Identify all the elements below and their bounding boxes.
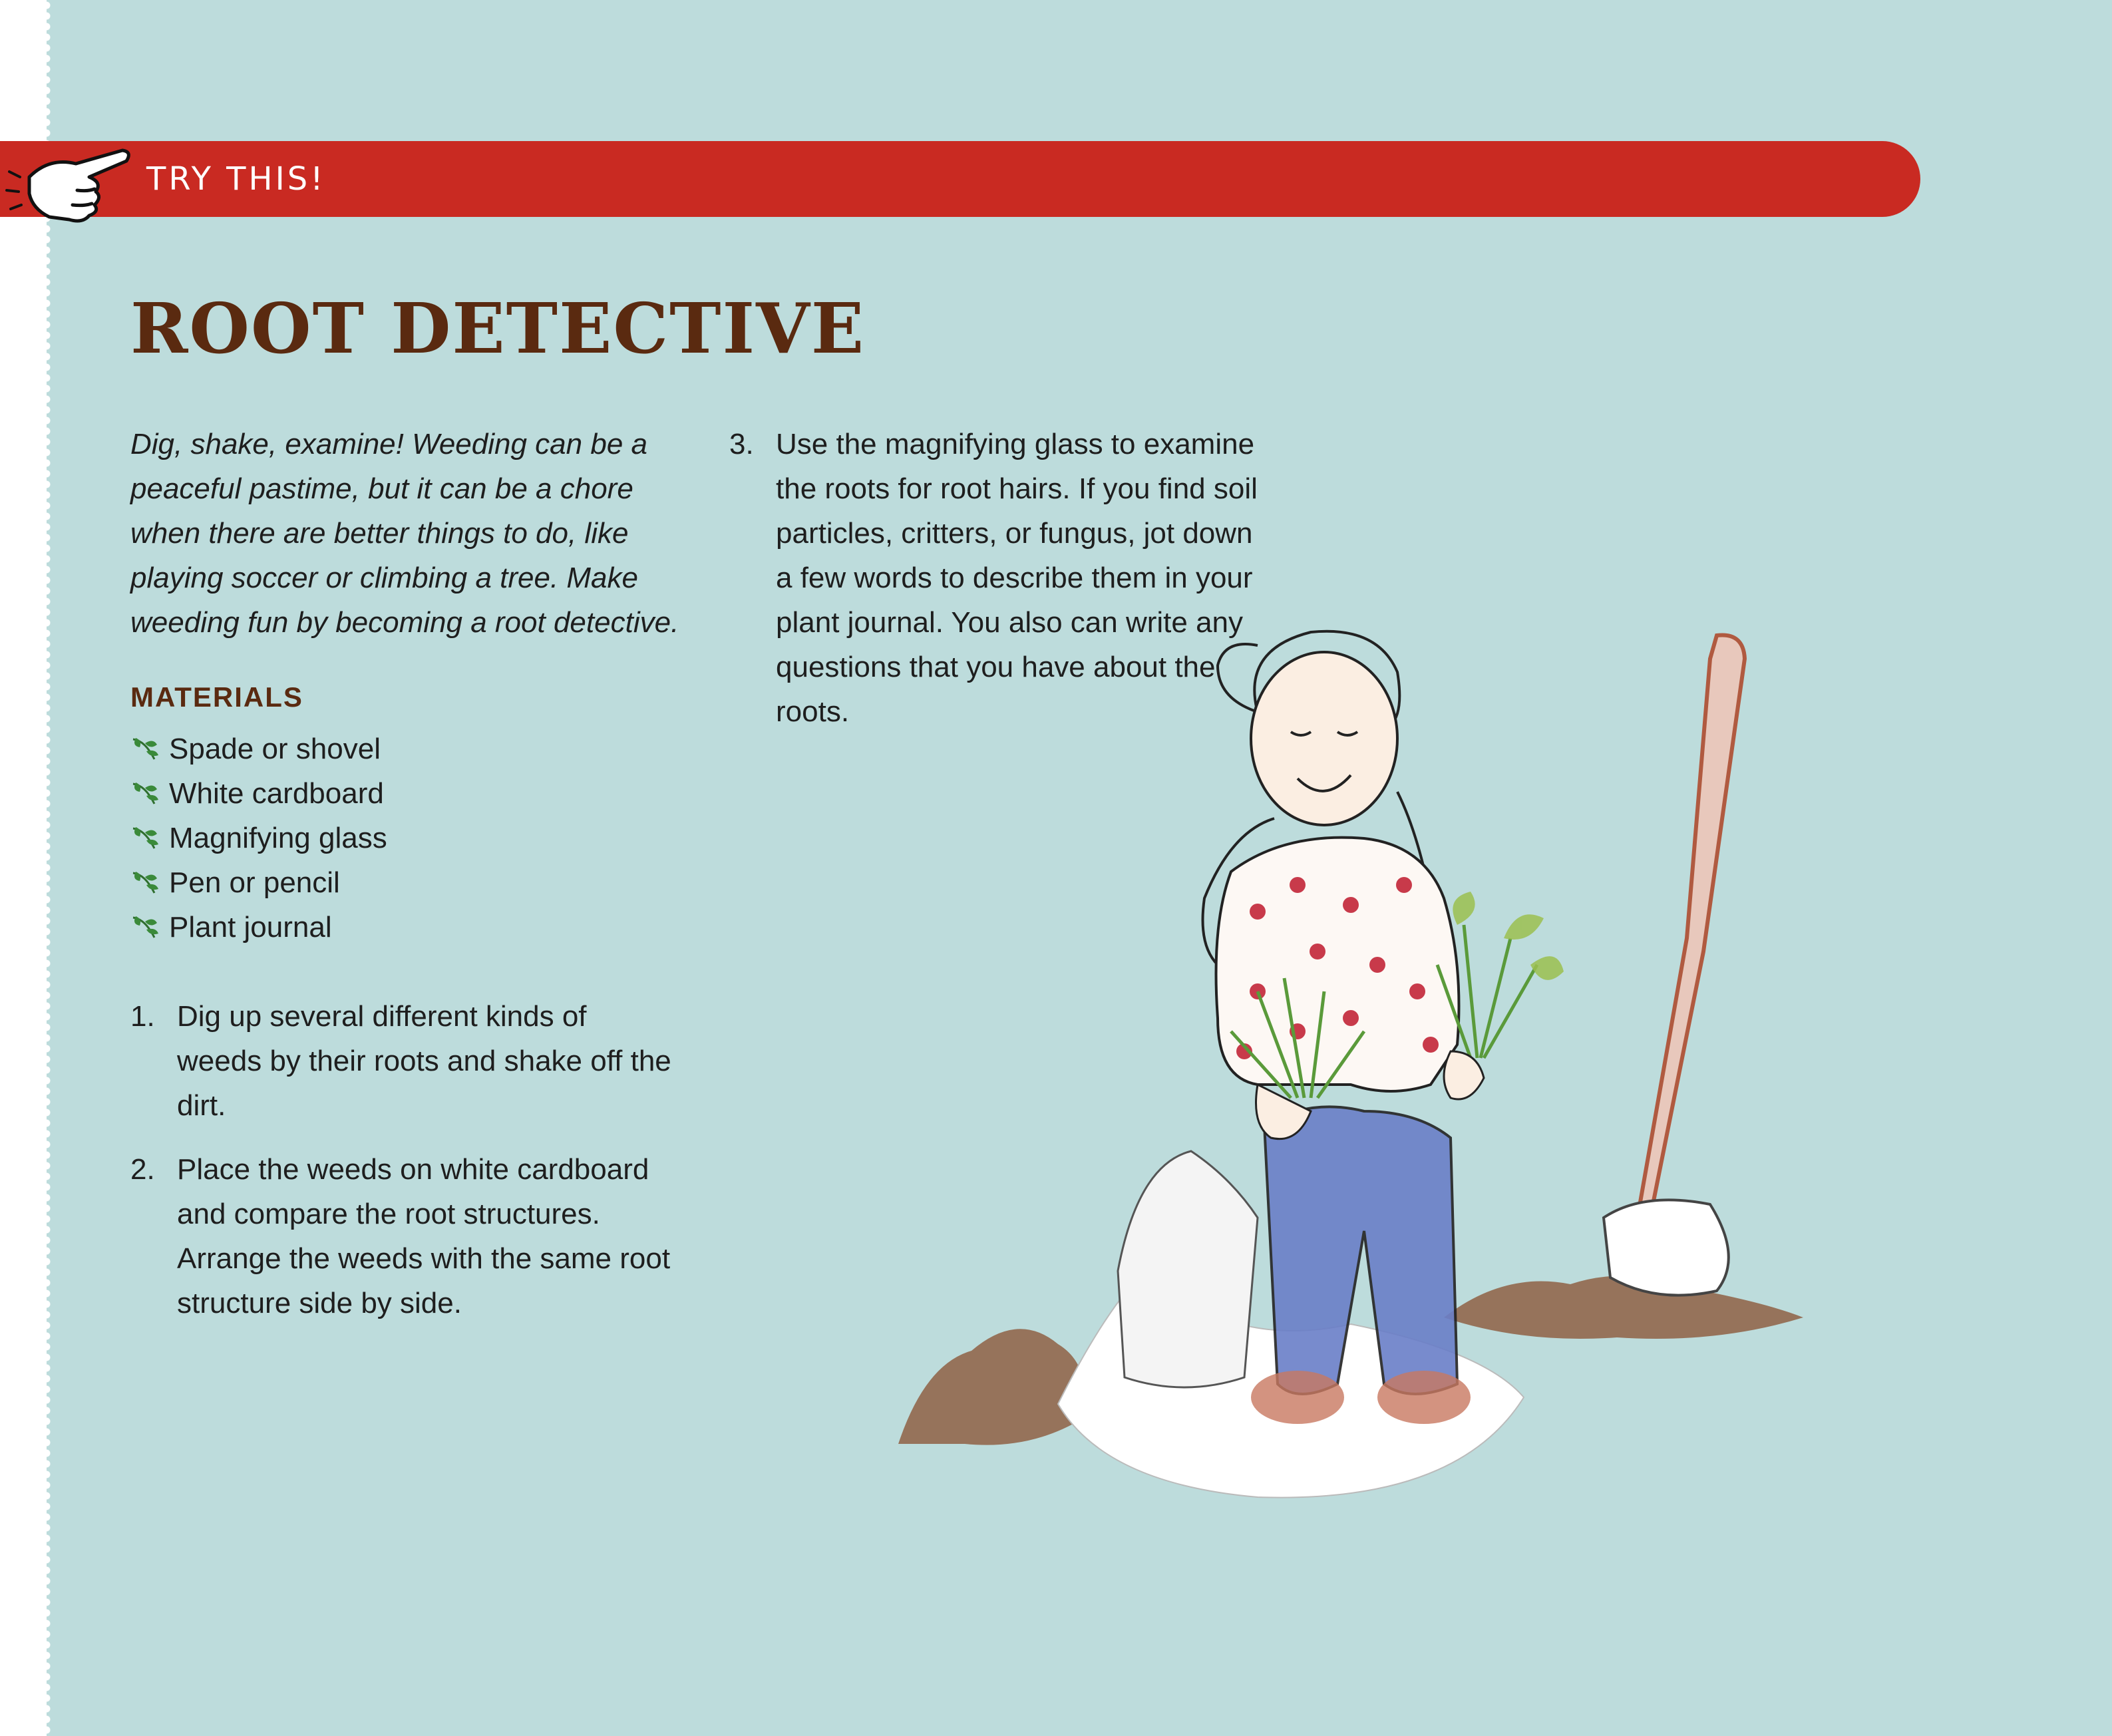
list-item — [130, 771, 387, 816]
materials-list — [130, 727, 387, 950]
list-item — [130, 905, 387, 950]
material-label: Magnifying glass — [169, 822, 387, 854]
intro-paragraph: Dig, shake, examine! Weeding can be a peaceful pastime, but it can be a chore when there are better things to do, like playing soccer or climbing a tree. Make weeding fun by becoming a root detective. — [130, 428, 679, 639]
step-text: Use the magnifying glass to examine the roots for root hairs. If you find soil particles, critters, or fungus, jot down a few words to describe them in your plant journal. You also can write any questions that you have about the roots. — [776, 428, 1258, 728]
page-title: ROOT DETECTIVE — [130, 287, 866, 369]
material-label: White cardboard — [169, 777, 384, 810]
shovel — [1604, 635, 1745, 1295]
step-number: 1. — [130, 1000, 155, 1033]
step-1 — [130, 994, 676, 1128]
list-item — [130, 860, 387, 905]
list-item — [130, 816, 387, 860]
materials-heading: MATERIALS — [130, 681, 303, 713]
step-text: Place the weeds on white cardboard and compare the root structures. Arrange the weeds with the same root structure side by side. — [177, 1153, 671, 1319]
step-number: 3. — [729, 428, 754, 460]
leaf-sprig-icon — [130, 780, 161, 808]
step-2 — [130, 1147, 676, 1325]
leaf-sprig-icon — [130, 824, 161, 852]
step-number: 2. — [130, 1153, 155, 1186]
list-item — [130, 727, 387, 771]
page-edge-scallop — [41, 0, 52, 1736]
material-label: Spade or shovel — [169, 733, 381, 765]
leaf-sprig-icon — [130, 869, 161, 897]
material-label: Plant journal — [169, 911, 332, 944]
pointing-hand-icon — [3, 130, 136, 230]
material-label: Pen or pencil — [169, 866, 340, 899]
leaf-sprig-icon — [130, 914, 161, 942]
girl-weeding-illustration — [885, 619, 1830, 1524]
leaf-sprig-icon — [130, 735, 161, 763]
banner-label: TRY THIS! — [146, 160, 326, 198]
page-edge — [0, 0, 47, 1736]
step-text: Dig up several different kinds of weeds by their roots and shake off the dirt. — [177, 1000, 671, 1122]
